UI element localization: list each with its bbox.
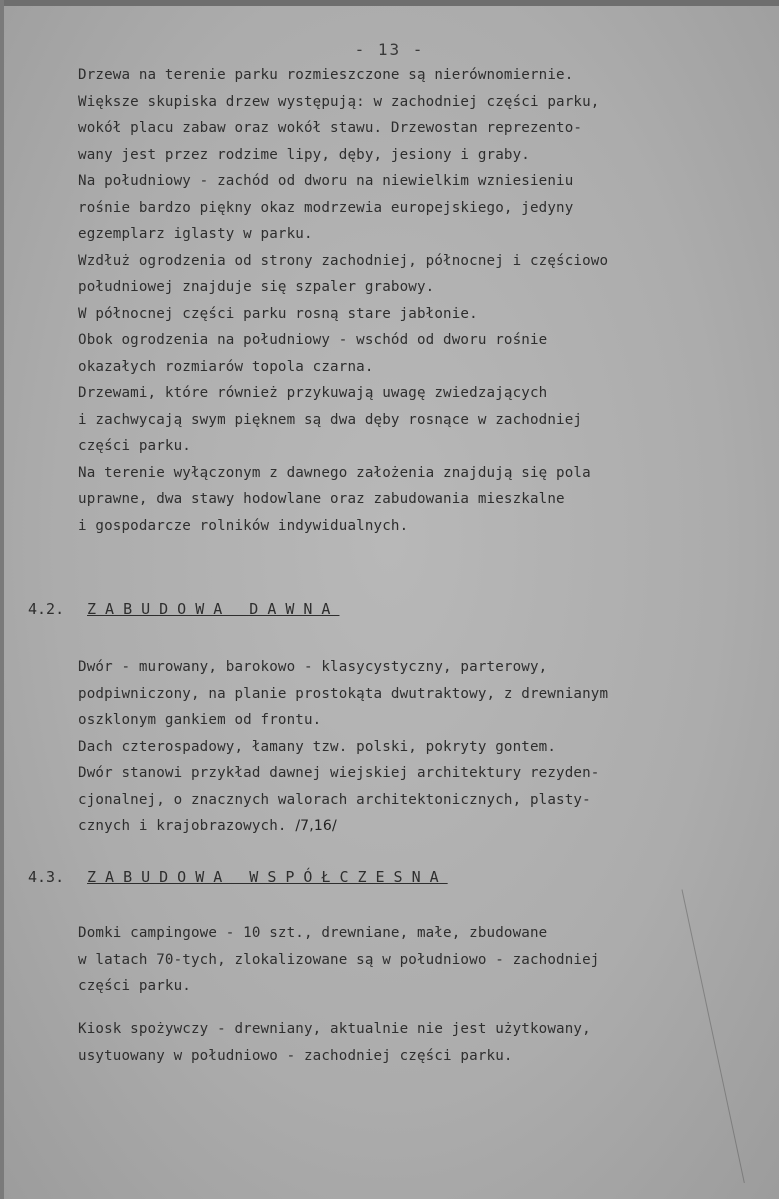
text-line: Większe skupiska drzew występują: w zachodniej części parku, (78, 93, 600, 110)
section-heading-4-2 (28, 600, 339, 618)
text-line: Dach czterospadowy, łamany tzw. polski, pokryty gontem. (78, 738, 557, 755)
text-line: okazałych rozmiarów topola czarna. (78, 358, 374, 375)
text-line: i gospodarcze rolników indywidualnych. (78, 517, 409, 534)
text-line: w latach 70-tych, zlokalizowane są w południowo - zachodniej (78, 951, 600, 968)
text-line: podpiwniczony, na planie prostokąta dwutraktowy, z drewnianym (78, 685, 609, 702)
text-line: oszklonym gankiem od frontu. (78, 712, 322, 728)
section-4-3-paragraph-2 (78, 1016, 718, 1069)
text-line: cjonalnej, o znacznych walorach architektonicznych, plasty- (78, 791, 591, 808)
page-number: - 13 - (354, 40, 425, 59)
section-heading-4-3 (28, 868, 448, 886)
text-line: egzemplarz iglasty w parku. (78, 226, 313, 242)
text-line: wany jest przez rodzime lipy, dęby, jesiony i graby. (78, 146, 530, 163)
section-title: ZABUDOWA DAWNA (87, 600, 340, 618)
text-line: Drzewami, które również przykuwają uwagę zwiedzających (78, 385, 548, 401)
text-line: Na południowy - zachód od dworu na niewielkim wzniesieniu (78, 173, 574, 189)
text-line: części parku. (78, 438, 191, 454)
text-line: południowej znajduje się szpaler grabowy. (78, 279, 435, 295)
text-line: Drzewa na terenie parku rozmieszczone są nierównomiernie. (78, 67, 574, 83)
text-line: Dwór - murowany, barokowo - klasycystyczny, parterowy, (78, 659, 548, 675)
text-line: W północnej części parku rosną stare jabłonie. (78, 305, 478, 322)
text-line: i zachwycają swym pięknem są dwa dęby rosnące w zachodniej (78, 411, 583, 428)
intro-paragraph (78, 62, 718, 539)
scan-edge-left (0, 0, 4, 1199)
text-line: części parku. (78, 978, 191, 994)
text-line: rośnie bardzo piękny okaz modrzewia europejskiego, jedyny (78, 199, 574, 216)
section-title: ZABUDOWA WSPÓŁCZESNA (87, 868, 448, 886)
text-line: Wzdłuż ogrodzenia od strony zachodniej, północnej i częściowo (78, 252, 609, 269)
section-number: 4.3. (28, 868, 65, 886)
scan-edge-top (0, 0, 779, 6)
text-line: Dwór stanowi przykład dawnej wiejskiej architektury rezyden- (78, 765, 600, 781)
text-line: Na terenie wyłączonym z dawnego założenia znajdują się pola (78, 464, 591, 481)
text-line: wokół placu zabaw oraz wokół stawu. Drzewostan reprezento- (78, 120, 583, 136)
text-line: Domki campingowe - 10 szt., drewniane, małe, zbudowane (78, 925, 548, 941)
handwritten-reference: /7,16/ (295, 818, 337, 834)
text-line: Kiosk spożywczy - drewniany, aktualnie nie jest użytkowany, (78, 1021, 591, 1037)
section-number: 4.2. (28, 600, 65, 618)
text-line: usytuowany w południowo - zachodniej części parku. (78, 1047, 513, 1064)
text-line-content: cznych i krajobrazowych. (78, 818, 287, 834)
section-4-2-body (78, 654, 718, 840)
text-line (78, 813, 718, 840)
text-line: uprawne, dwa stawy hodowlane oraz zabudowania mieszkalne (78, 491, 565, 507)
section-4-3-paragraph-1 (78, 920, 718, 1000)
text-line: Obok ogrodzenia na południowy - wschód od dworu rośnie (78, 332, 548, 348)
